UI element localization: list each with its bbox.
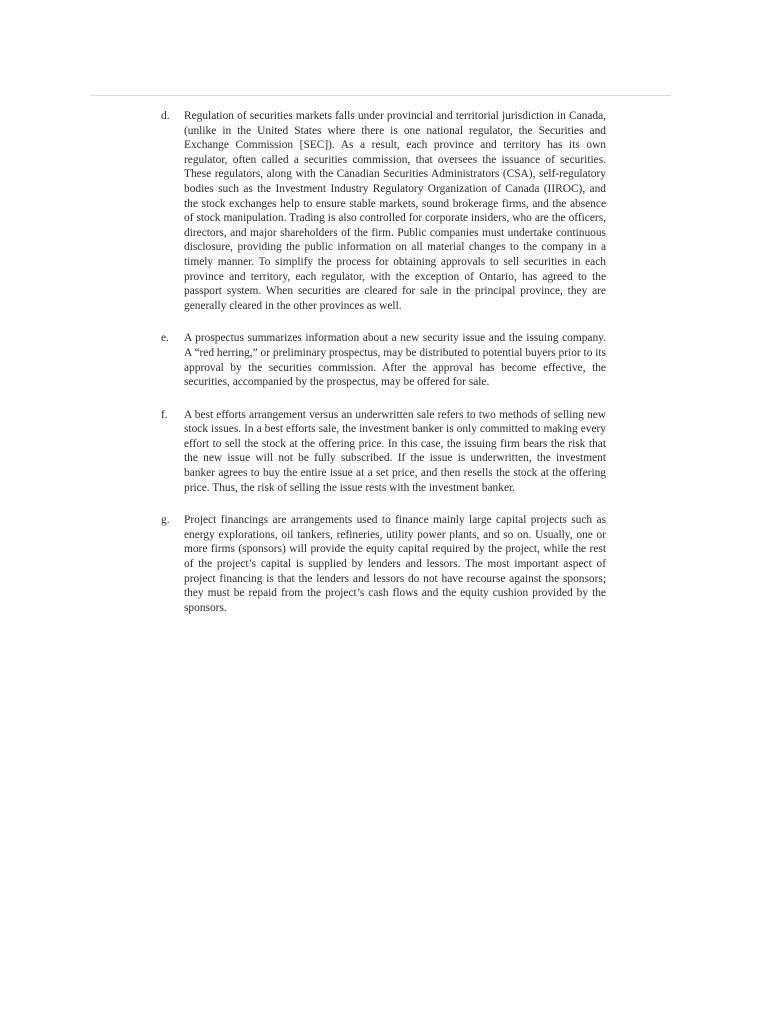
item-letter: d. [161, 110, 170, 122]
top-divider [90, 95, 671, 96]
answer-list [161, 109, 606, 633]
item-text: A best efforts arrangement versus an underwritten sale refers to two methods of selling new stock issues. In a best efforts sale, the investment banker is only committed to making every effort to sell the stock at the offering price. In this case, the issuing firm bears the risk that the new issue will not be fully subscribed. If the issue is underwritten, the investment banker agrees to buy the entire issue at a set price, and then resells the stock at the offering price. Thus, the risk of selling the issue rests with the investment banker. [184, 408, 606, 494]
list-item-g [161, 513, 606, 615]
list-item-f [161, 408, 606, 496]
list-item-d [161, 109, 606, 313]
item-text: Project financings are arrangements used to finance mainly large capital projects such as energy explorations, oil tankers, refineries, utility power plants, and so on. Usually, one or more firms (sponsors) will provide the equity capital required by the project, while the rest of the project’s capital is supplied by lenders and lessors. The most important aspect of project financing is that the lenders and lessors do not have recourse against the sponsors; they must be repaid from the project’s cash flows and the equity cushion provided by the sponsors. [184, 514, 606, 614]
item-letter: f. [161, 408, 168, 421]
item-text: Regulation of securities markets falls under provincial and territorial jurisdiction in Canada, (unlike in the United States where there is one national regulator, the Securities and Exchange Commission [SEC]). As a result, each province and territory has its own regulator, often called a securities commission, that oversees the issuance of securities. These regulators, along with the Canadian Securities Administrators (CSA), self-regulatory bodies such as the Investment Industry Regulatory Organization of Canada (IIROC), and the stock exchanges help to ensure stable markets, sound brokerage firms, and the absence of stock manipulation. Trading is also controlled for corporate insiders, who are the officers, directors, and major shareholders of the firm. Public companies must undertake continuous disclosure, providing the public information on all material changes to the company in a timely manner. To simplify the process for obtaining approvals to sell securities in each province and territory, each regulator, with the exception of Ontario, has agreed to the passport system. When securities are cleared for sale in the principal province, they are generally cleared in the other provinces as well. [184, 110, 606, 312]
item-letter: g. [161, 514, 170, 527]
item-letter: e. [161, 332, 169, 345]
list-item-e [161, 331, 606, 389]
item-text: A prospectus summarizes information about a new security issue and the issuing company. A “red herring,” or preliminary prospectus, may be distributed to potential buyers prior to its approval by the securities commission. After the approval has become effective, the securities, accompanied by the prospectus, may be offered for sale. [184, 332, 606, 389]
